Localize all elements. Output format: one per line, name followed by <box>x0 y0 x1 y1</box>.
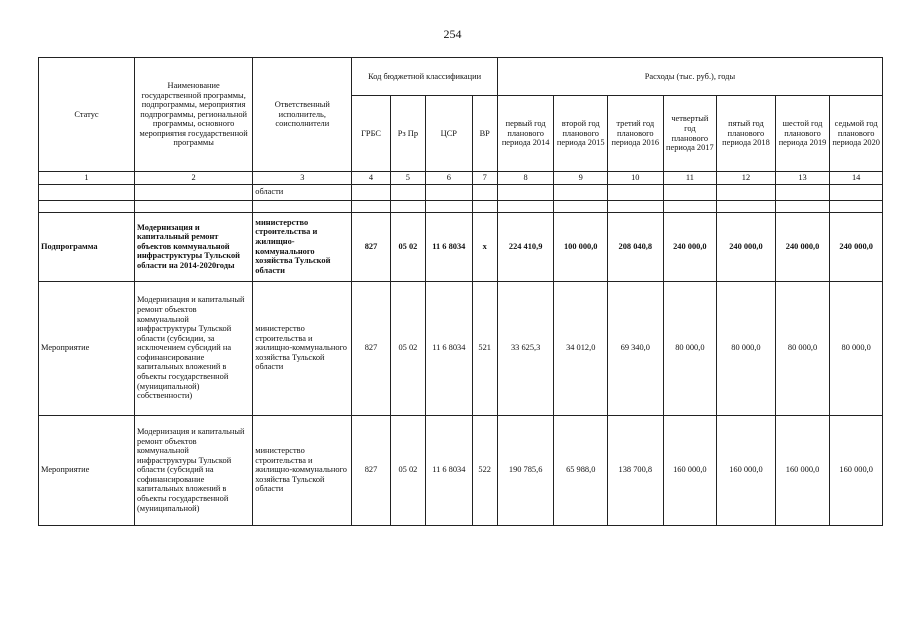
row-value-2020: 240 000,0 <box>830 212 883 281</box>
row-name: Модернизация и капитальный ремонт объектов коммунальной инфраструктуры Тульской области на 2014-2020годы <box>135 212 253 281</box>
col-number: 8 <box>497 172 554 185</box>
row-name: Модернизация и капитальный ремонт объектов коммунальной инфраструктуры Тульской области (субсидий на софинансирование капитальных вложений в объекты государственной (муниципальной) <box>135 415 253 525</box>
row-value-2015: 34 012,0 <box>554 281 608 415</box>
row-value-2017: 80 000,0 <box>663 281 717 415</box>
header-responsible: Ответственный исполнитель, соисполнители <box>253 58 352 172</box>
row-vr: х <box>472 212 497 281</box>
col-number: 12 <box>717 172 776 185</box>
col-number: 13 <box>775 172 830 185</box>
row-status: Подпрограмма <box>39 212 135 281</box>
header-year-4: четвертый год планового периода 2017 <box>663 96 717 172</box>
table-row <box>39 212 883 281</box>
col-number: 3 <box>253 172 352 185</box>
row-vr: 521 <box>472 281 497 415</box>
col-number: 6 <box>426 172 472 185</box>
col-number: 10 <box>608 172 664 185</box>
row-value-2019: 80 000,0 <box>775 281 830 415</box>
row-rzpr: 05 02 <box>390 281 425 415</box>
header-year-1: первый год планового периода 2014 <box>497 96 554 172</box>
row-value-2015: 65 988,0 <box>554 415 608 525</box>
header-year-6: шестой год планового периода 2019 <box>775 96 830 172</box>
row-status: Мероприятие <box>39 281 135 415</box>
row-csr: 11 6 8034 <box>426 415 472 525</box>
row-rzpr: 05 02 <box>390 415 425 525</box>
header-year-3: третий год планового периода 2016 <box>608 96 664 172</box>
row-grbs: 827 <box>352 415 390 525</box>
continued-row <box>39 184 883 200</box>
row-responsible: министерство строительства и жилищно-коммунального хозяйства Тульской области <box>253 415 352 525</box>
row-value-2014: 190 785,6 <box>497 415 554 525</box>
col-number: 11 <box>663 172 717 185</box>
row-rzpr: 05 02 <box>390 212 425 281</box>
header-expenses-group: Расходы (тыс. руб.), годы <box>497 58 882 96</box>
header-vr: ВР <box>472 96 497 172</box>
row-value-2018: 240 000,0 <box>717 212 776 281</box>
col-number: 5 <box>390 172 425 185</box>
row-vr: 522 <box>472 415 497 525</box>
row-csr: 11 6 8034 <box>426 281 472 415</box>
continued-text: области <box>253 184 352 200</box>
row-value-2016: 208 040,8 <box>608 212 664 281</box>
row-value-2019: 160 000,0 <box>775 415 830 525</box>
header-name: Наименование государственной программы, подпрограммы, мероприятия подпрограммы, региональной программы, основного мероприятия государственной программы <box>135 58 253 172</box>
row-csr: 11 6 8034 <box>426 212 472 281</box>
col-number: 2 <box>135 172 253 185</box>
header-grbs: ГРБС <box>352 96 390 172</box>
col-number: 14 <box>830 172 883 185</box>
row-responsible: министерство строительства и жилищно-коммунального хозяйства Тульской области <box>253 212 352 281</box>
row-value-2020: 160 000,0 <box>830 415 883 525</box>
header-rzpr: Рз Пр <box>390 96 425 172</box>
row-value-2014: 224 410,9 <box>497 212 554 281</box>
row-grbs: 827 <box>352 212 390 281</box>
header-row <box>39 58 883 96</box>
page-number: 254 <box>443 27 462 41</box>
budget-table <box>38 57 883 526</box>
col-number: 7 <box>472 172 497 185</box>
header-csr: ЦСР <box>426 96 472 172</box>
row-value-2018: 160 000,0 <box>717 415 776 525</box>
row-value-2016: 69 340,0 <box>608 281 664 415</box>
header-code-group: Код бюджетной классификации <box>352 58 498 96</box>
row-value-2016: 138 700,8 <box>608 415 664 525</box>
row-grbs: 827 <box>352 281 390 415</box>
header-year-7: седьмой год планового периода 2020 <box>830 96 883 172</box>
row-value-2015: 100 000,0 <box>554 212 608 281</box>
row-name: Модернизация и капитальный ремонт объектов коммунальной инфраструктуры Тульской области (субсидии, за исключением субсидий на софинансирование капитальных вложений в объекты государственной (муниципальной) собственности) <box>135 281 253 415</box>
row-value-2014: 33 625,3 <box>497 281 554 415</box>
row-value-2018: 80 000,0 <box>717 281 776 415</box>
row-value-2020: 80 000,0 <box>830 281 883 415</box>
col-number: 4 <box>352 172 390 185</box>
header-year-5: пятый год планового периода 2018 <box>717 96 776 172</box>
header-year-2: второй год планового периода 2015 <box>554 96 608 172</box>
col-number: 9 <box>554 172 608 185</box>
row-responsible: министерство строительства и жилищно-коммунального хозяйства Тульской области <box>253 281 352 415</box>
header-status: Статус <box>39 58 135 172</box>
col-number: 1 <box>39 172 135 185</box>
row-value-2017: 240 000,0 <box>663 212 717 281</box>
row-value-2019: 240 000,0 <box>775 212 830 281</box>
spacer-row <box>39 200 883 212</box>
column-number-row <box>39 172 883 185</box>
table-row <box>39 415 883 525</box>
table-row <box>39 281 883 415</box>
row-status: Мероприятие <box>39 415 135 525</box>
row-value-2017: 160 000,0 <box>663 415 717 525</box>
